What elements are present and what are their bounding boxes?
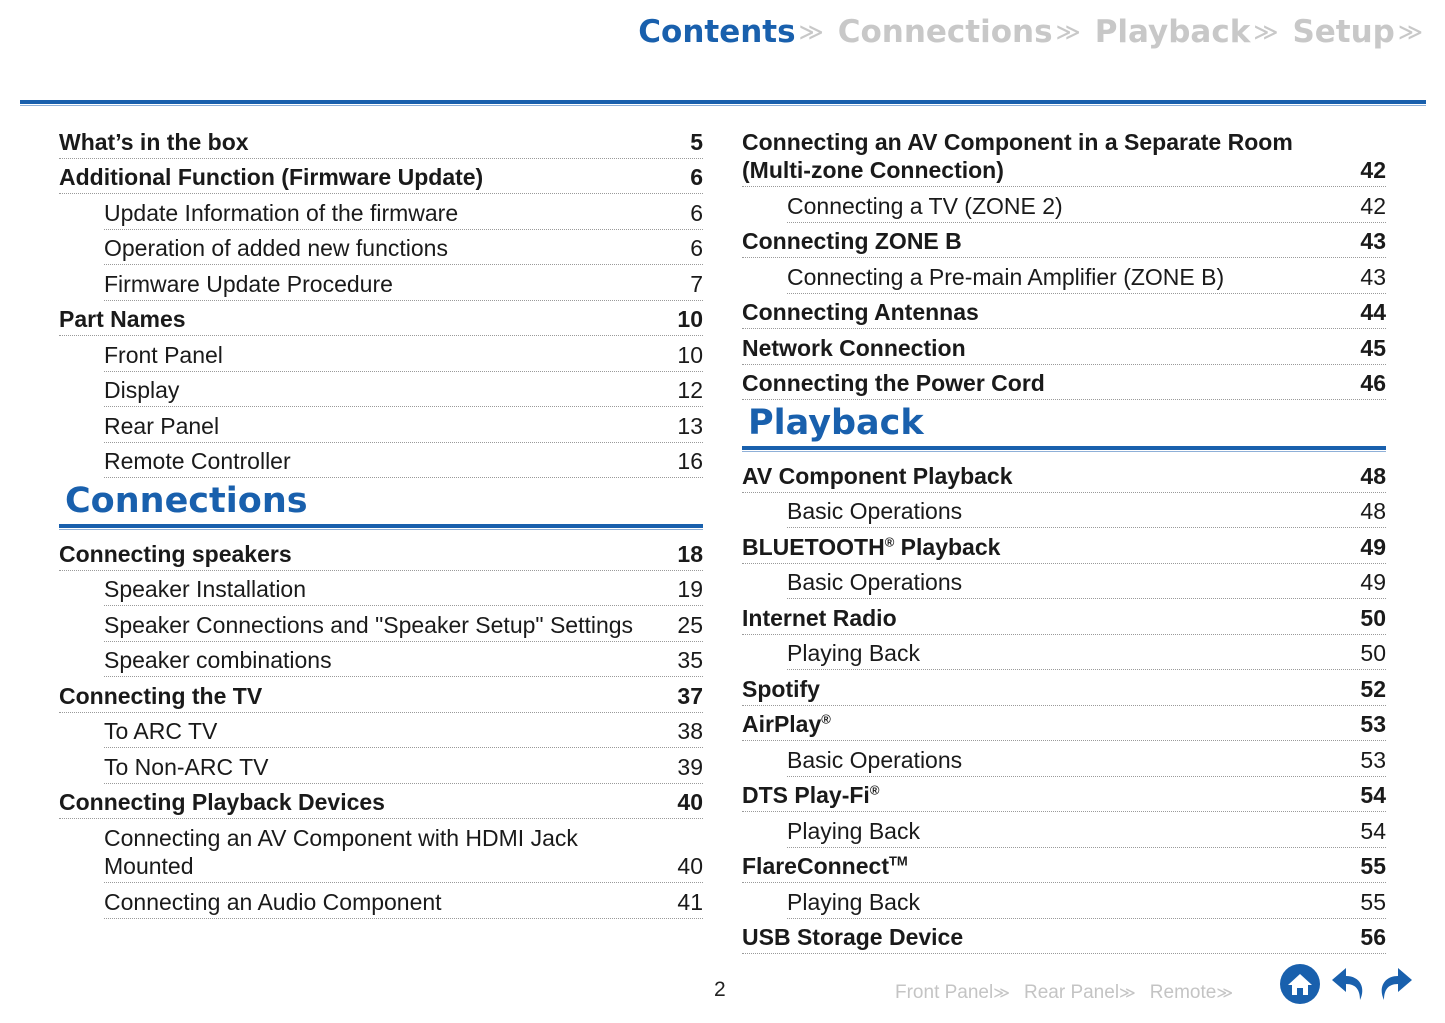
toc-entry[interactable] xyxy=(59,301,703,337)
chevron-right-icon: ≫ xyxy=(993,985,1010,1002)
chevron-right-icon: ≫ xyxy=(1397,18,1423,46)
tab-label: Setup xyxy=(1292,14,1395,50)
toc-entry[interactable] xyxy=(59,677,703,713)
chevron-right-icon: ≫ xyxy=(798,18,824,46)
toc-entry-label xyxy=(742,533,1346,561)
toc-entry-label-line1: Connecting an AV Component in a Separate Room xyxy=(742,129,1293,155)
toc-entry-label-text: DTS Play-Fi xyxy=(742,782,870,808)
footer-link-label: Remote xyxy=(1149,982,1217,1003)
section-divider xyxy=(742,446,1386,450)
toc-entry-label: Connecting an Audio Component xyxy=(104,888,442,915)
toc-entry-page: 40 xyxy=(677,853,703,879)
toc-entry-page: 6 xyxy=(690,199,703,226)
toc-entry-label: Spotify xyxy=(742,675,820,702)
toc-entry-label: Speaker Installation xyxy=(104,576,307,602)
registered-mark: ® xyxy=(869,782,880,798)
toc-subentry[interactable] xyxy=(104,819,703,883)
toc-entry[interactable] xyxy=(742,457,1386,493)
toc-entry-page: 10 xyxy=(677,306,703,332)
toc-entry[interactable] xyxy=(59,535,703,571)
toc-entry-page: 53 xyxy=(1360,746,1386,773)
toc-entry-label: Basic Operations xyxy=(787,498,963,524)
toc-entry-page: 52 xyxy=(1360,675,1386,702)
toc-entry-page: 35 xyxy=(677,647,703,673)
toc-entry-label: Basic Operations xyxy=(787,746,963,773)
toc-entry-page: 55 xyxy=(1360,853,1386,879)
toc-entry-page: 50 xyxy=(1360,640,1386,666)
toc-subentry[interactable] xyxy=(104,336,703,372)
toc-entry-label: What’s in the box xyxy=(59,128,249,155)
toc-entry-label: Network Connection xyxy=(742,334,966,361)
registered-mark: ® xyxy=(884,533,895,549)
toc-subentry[interactable] xyxy=(104,372,703,408)
toc-entry-label: Connecting the TV xyxy=(59,682,263,709)
toc-entry-label: Connecting Antennas xyxy=(742,299,979,325)
toc-entry-label xyxy=(742,128,1346,184)
toc-entry[interactable] xyxy=(59,784,703,820)
toc-subentry[interactable] xyxy=(104,443,703,479)
toc-left-column xyxy=(59,123,703,919)
toc-entry-label xyxy=(742,781,1346,809)
toc-entry-label: Connecting the Power Cord xyxy=(742,370,1045,396)
forward-icon[interactable] xyxy=(1374,962,1418,1006)
toc-subentry[interactable] xyxy=(787,812,1386,848)
toc-entry-label-line1: Connecting an AV Component with HDMI Jack xyxy=(104,825,578,851)
toc-entry-label: Front Panel xyxy=(104,341,223,368)
toc-subentry[interactable] xyxy=(787,741,1386,777)
toc-entry[interactable] xyxy=(742,599,1386,635)
toc-entry-page: 43 xyxy=(1360,228,1386,254)
toc-entry-label: Playing Back xyxy=(787,888,920,915)
section-heading-connections: Connections xyxy=(65,481,308,521)
toc-entry-label xyxy=(742,852,1346,880)
toc-entry-label: Connecting a Pre-main Amplifier (ZONE B) xyxy=(787,263,1225,290)
toc-subentry[interactable] xyxy=(104,748,703,784)
toc-subentry[interactable] xyxy=(104,883,703,919)
footer-link-label: Rear Panel xyxy=(1023,982,1120,1003)
toc-entry-label-text: FlareConnect xyxy=(742,853,889,879)
toc-entry-label: Connecting a TV (ZONE 2) xyxy=(787,192,1063,219)
toc-entry-label-line2: Mounted xyxy=(104,853,194,879)
toc-entry-label: Connecting ZONE B xyxy=(742,228,962,254)
toc-entry-page: 48 xyxy=(1360,498,1386,524)
toc-entry-page: 41 xyxy=(677,888,703,915)
toc-entry-page: 44 xyxy=(1360,299,1386,325)
toc-entry-label: AV Component Playback xyxy=(742,462,1013,489)
toc-entry-label: Firmware Update Procedure xyxy=(104,270,393,297)
toc-subentry[interactable] xyxy=(787,564,1386,600)
trademark-mark: TM xyxy=(888,853,908,869)
toc-entry-page: 48 xyxy=(1360,462,1386,489)
tab-connections[interactable] xyxy=(838,14,1081,50)
header-divider xyxy=(20,100,1426,104)
toc-entry[interactable] xyxy=(742,329,1386,365)
toc-entry-page: 16 xyxy=(677,448,703,474)
toc-entry-label: Part Names xyxy=(59,306,186,332)
toc-subentry[interactable] xyxy=(104,642,703,678)
toc-subentry[interactable] xyxy=(104,407,703,443)
toc-subentry[interactable] xyxy=(787,883,1386,919)
toc-entry-page: 12 xyxy=(677,377,703,403)
toc-entry-label: Update Information of the firmware xyxy=(104,199,459,226)
toc-entry[interactable] xyxy=(742,223,1386,259)
toc-entry[interactable] xyxy=(742,848,1386,884)
toc-entry-label: Connecting speakers xyxy=(59,540,292,567)
tab-playback[interactable] xyxy=(1095,14,1279,50)
footer-link-front-panel[interactable] xyxy=(895,982,1010,1004)
chevron-right-icon: ≫ xyxy=(1119,985,1136,1002)
toc-entry-label: Playing Back xyxy=(787,817,920,844)
toc-entry-page: 39 xyxy=(677,753,703,780)
toc-subentry[interactable] xyxy=(104,606,703,642)
footer-link-remote[interactable] xyxy=(1150,982,1233,1004)
toc-entry-page: 54 xyxy=(1360,817,1386,844)
toc-entry[interactable] xyxy=(742,528,1386,564)
toc-subentry[interactable] xyxy=(104,230,703,266)
header-divider-thin xyxy=(20,105,1426,106)
toc-entry-page: 46 xyxy=(1360,370,1386,396)
footer-link-label: Front Panel xyxy=(895,982,994,1003)
toc-entry-label: Rear Panel xyxy=(104,412,220,439)
tab-contents[interactable] xyxy=(638,14,823,50)
registered-mark: ® xyxy=(821,711,831,727)
chevron-right-icon: ≫ xyxy=(1055,18,1081,46)
toc-entry-page: 53 xyxy=(1360,711,1386,737)
toc-entry-page: 40 xyxy=(677,789,703,815)
toc-entry-label xyxy=(104,824,663,880)
toc-entry-page: 5 xyxy=(690,128,703,155)
footer-icon-bar xyxy=(1278,962,1422,1006)
toc-entry-page: 6 xyxy=(690,235,703,261)
toc-entry-label: Playing Back xyxy=(787,640,920,666)
toc-entry[interactable] xyxy=(59,159,703,195)
toc-entry-page: 45 xyxy=(1360,334,1386,361)
toc-entry-label: Speaker combinations xyxy=(104,647,332,673)
home-icon[interactable] xyxy=(1278,962,1322,1006)
section-divider-thin xyxy=(742,451,1386,452)
toc-entry-label: Internet Radio xyxy=(742,604,897,631)
toc-entry-page: 37 xyxy=(677,682,703,709)
toc-entry-page: 13 xyxy=(677,412,703,439)
back-icon[interactable] xyxy=(1326,962,1370,1006)
toc-entry-page: 49 xyxy=(1360,533,1386,560)
toc-entry-label: Speaker Connections and "Speaker Setup" Settings xyxy=(104,611,634,638)
toc-subentry[interactable] xyxy=(104,713,703,749)
footer-links xyxy=(895,982,1247,1004)
toc-subentry[interactable] xyxy=(104,194,703,230)
tab-label: Connections xyxy=(837,14,1053,50)
toc-entry-label: USB Storage Device xyxy=(742,924,964,950)
toc-entry-page: 18 xyxy=(677,540,703,567)
toc-entry-label-line2: (Multi-zone Connection) xyxy=(742,157,1004,183)
toc-entry-page: 25 xyxy=(677,611,703,638)
chevron-right-icon: ≫ xyxy=(1216,985,1234,1002)
toc-entry[interactable] xyxy=(742,919,1386,955)
toc-subentry[interactable] xyxy=(787,635,1386,671)
toc-entry[interactable] xyxy=(742,706,1386,742)
toc-entry-label: Basic Operations xyxy=(787,569,963,595)
toc-subentry[interactable] xyxy=(787,187,1386,223)
toc-entry-label: To ARC TV xyxy=(104,718,218,744)
toc-subentry[interactable] xyxy=(104,265,703,301)
toc-entry-page: 19 xyxy=(677,576,703,602)
toc-entry-label: Additional Function (Firmware Update) xyxy=(59,164,484,190)
toc-entry-page: 50 xyxy=(1360,604,1386,631)
toc-entry-label-text: AirPlay xyxy=(742,711,822,737)
toc-entry-label: To Non-ARC TV xyxy=(104,753,269,780)
footer-link-rear-panel[interactable] xyxy=(1024,982,1136,1004)
toc-entry-label: Connecting Playback Devices xyxy=(59,789,385,815)
chevron-right-icon: ≫ xyxy=(1253,18,1279,46)
toc-entry[interactable] xyxy=(742,365,1386,401)
section-divider xyxy=(59,524,703,528)
toc-entry-label-suffix: Playback xyxy=(894,533,1001,560)
section-heading-playback: Playback xyxy=(748,403,924,443)
tab-label: Contents xyxy=(638,14,796,50)
toc-entry-label xyxy=(742,710,1346,738)
toc-entry-page: 7 xyxy=(690,270,703,297)
section-divider-thin xyxy=(59,529,703,530)
toc-entry[interactable] xyxy=(742,294,1386,330)
toc-entry-label: Remote Controller xyxy=(104,448,291,474)
toc-subentry[interactable] xyxy=(787,493,1386,529)
toc-entry-label-text: BLUETOOTH xyxy=(742,533,885,560)
toc-entry-label: Display xyxy=(104,377,180,403)
toc-entry-page: 54 xyxy=(1360,782,1386,808)
page-number: 2 xyxy=(714,978,726,1001)
toc-entry-page: 42 xyxy=(1360,157,1386,183)
toc-entry-page: 49 xyxy=(1360,569,1386,595)
tab-label: Playback xyxy=(1094,14,1251,50)
toc-entry-page: 43 xyxy=(1360,263,1386,290)
toc-entry-page: 6 xyxy=(690,164,703,190)
toc-entry[interactable] xyxy=(742,777,1386,813)
toc-entry[interactable] xyxy=(742,123,1386,187)
toc-subentry[interactable] xyxy=(104,571,703,607)
toc-entry[interactable] xyxy=(59,123,703,159)
toc-entry[interactable] xyxy=(742,670,1386,706)
tab-setup[interactable] xyxy=(1292,14,1423,50)
toc-entry-label: Operation of added new functions xyxy=(104,235,448,261)
toc-entry-page: 42 xyxy=(1360,192,1386,219)
toc-entry-page: 55 xyxy=(1360,888,1386,915)
toc-right-column xyxy=(742,123,1386,954)
toc-entry-page: 10 xyxy=(677,341,703,368)
toc-entry-page: 56 xyxy=(1360,924,1386,950)
toc-entry-page: 38 xyxy=(677,718,703,744)
toc-subentry[interactable] xyxy=(787,258,1386,294)
top-navigation xyxy=(638,10,1423,54)
